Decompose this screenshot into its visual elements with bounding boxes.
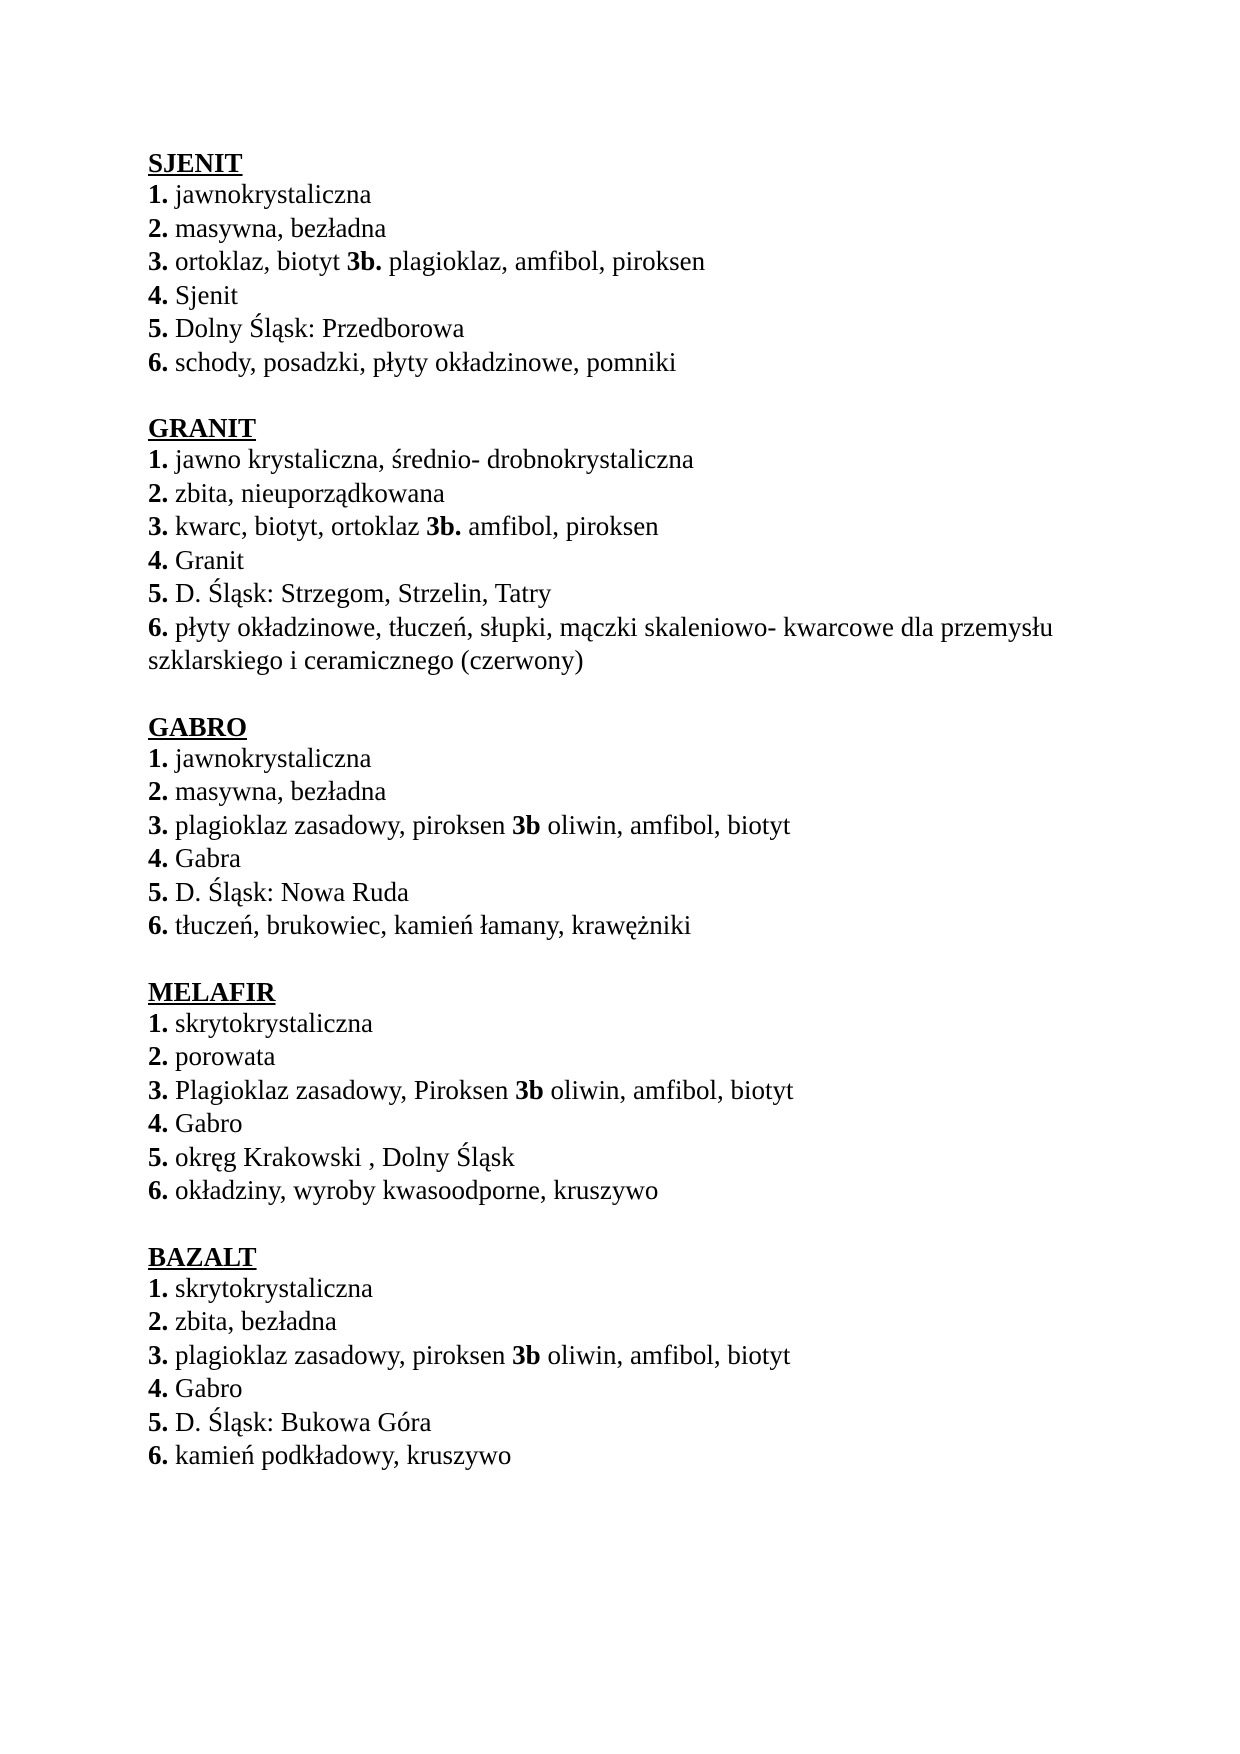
item-number: 6. (148, 611, 169, 642)
item-text: amfibol, piroksen (461, 511, 659, 541)
item-text: Sjenit (168, 279, 239, 310)
item-text: schody, posadzki, płyty okładzinowe, pomniki (168, 346, 677, 377)
list-item (148, 279, 1148, 313)
item-text: plagioklaz zasadowy, piroksen (168, 809, 513, 840)
list-item (148, 178, 1148, 212)
item-subnumber: 3b (515, 1074, 544, 1105)
list-item (148, 1272, 1148, 1306)
item-number: 2. (148, 776, 169, 806)
list-item (148, 544, 1148, 578)
item-number: 1. (148, 1007, 169, 1038)
list-item (148, 1439, 1148, 1473)
section-heading: GABRO (148, 711, 248, 742)
list-item (148, 212, 1148, 246)
item-subnumber: 3b (512, 1339, 541, 1370)
item-text: okręg Krakowski , Dolny Śląsk (168, 1141, 515, 1172)
section-gabro (148, 712, 1148, 943)
item-number: 6. (148, 1175, 169, 1205)
list-item (148, 809, 1148, 843)
item-number: 3. (148, 809, 169, 840)
section-heading: GRANIT (148, 413, 257, 443)
item-text: Gabro (168, 1373, 243, 1403)
list-item (148, 876, 1148, 910)
item-number: 5. (148, 1406, 169, 1437)
item-text: jawnokrystaliczna (168, 742, 372, 773)
item-number: 4. (148, 1108, 169, 1138)
item-subnumber: 3b (512, 809, 541, 840)
item-number: 5. (148, 578, 169, 608)
list-item (148, 477, 1148, 511)
item-number: 5. (148, 1141, 169, 1172)
list-item (148, 312, 1148, 346)
item-text: płyty okładzinowe, tłuczeń, słupki, mączki skaleniowo- kwarcowe dla przemysłu szklarskiego i ceramicznego (czerwony) (148, 611, 1053, 675)
item-number: 6. (148, 346, 169, 377)
list-item (148, 1339, 1148, 1373)
list-item (148, 1007, 1148, 1041)
list-item (148, 1305, 1148, 1339)
item-text: jawno krystaliczna, średnio- drobnokrystaliczna (168, 444, 694, 474)
item-number: 2. (148, 212, 169, 243)
item-subnumber: 3b. (346, 246, 382, 276)
item-number: 3. (148, 1074, 169, 1105)
section-melafir (148, 977, 1148, 1208)
item-text: masywna, bezładna (168, 776, 387, 806)
item-number: 1. (148, 444, 169, 474)
item-text: Granit (168, 544, 244, 575)
section-bazalt (148, 1242, 1148, 1473)
item-text: masywna, bezładna (168, 212, 387, 243)
section-granit (148, 413, 1148, 678)
list-item (148, 346, 1148, 380)
list-item (148, 510, 1148, 544)
list-item (148, 1074, 1148, 1108)
list-item (148, 1406, 1148, 1440)
item-number: 6. (148, 910, 169, 940)
list-item (148, 245, 1148, 279)
item-text: Gabro (168, 1108, 243, 1138)
item-text: Dolny Śląsk: Przedborowa (168, 313, 465, 343)
item-subnumber: 3b. (426, 511, 462, 541)
item-number: 1. (148, 179, 169, 209)
item-text: zbita, nieuporządkowana (168, 477, 445, 508)
item-number: 3. (148, 1339, 169, 1370)
list-item (148, 842, 1148, 876)
item-text: porowata (168, 1041, 276, 1071)
item-text: oliwin, amfibol, biotyt (543, 1074, 794, 1105)
item-text: kwarc, biotyt, ortoklaz (168, 511, 427, 541)
item-text: plagioklaz zasadowy, piroksen (168, 1339, 513, 1370)
item-text: Gabra (168, 843, 241, 873)
list-item (148, 1107, 1148, 1141)
item-number: 4. (148, 1373, 169, 1403)
document-body (148, 148, 1148, 1507)
list-item (148, 1141, 1148, 1175)
list-item (148, 909, 1148, 943)
list-item (148, 742, 1148, 776)
item-number: 2. (148, 477, 169, 508)
item-text: D. Śląsk: Nowa Ruda (168, 876, 409, 907)
item-text: okładziny, wyroby kwasoodporne, kruszywo (168, 1175, 659, 1205)
item-text: ortoklaz, biotyt (168, 246, 347, 276)
list-item (148, 775, 1148, 809)
item-text: Plagioklaz zasadowy, Piroksen (168, 1074, 516, 1105)
list-item (148, 577, 1148, 611)
item-number: 4. (148, 843, 169, 873)
list-item (148, 1040, 1148, 1074)
item-number: 3. (148, 511, 169, 541)
item-text: plagioklaz, amfibol, piroksen (382, 246, 706, 276)
item-number: 2. (148, 1306, 169, 1336)
list-item (148, 1372, 1148, 1406)
item-text: kamień podkładowy, kruszywo (168, 1440, 512, 1470)
item-number: 6. (148, 1440, 169, 1470)
item-number: 5. (148, 876, 169, 907)
item-text: oliwin, amfibol, biotyt (540, 1339, 791, 1370)
section-sjenit (148, 148, 1148, 379)
item-text: skrytokrystaliczna (168, 1272, 373, 1303)
section-heading: BAZALT (148, 1241, 257, 1272)
item-number: 4. (148, 279, 169, 310)
item-number: 1. (148, 742, 169, 773)
item-number: 1. (148, 1272, 169, 1303)
item-text: D. Śląsk: Bukowa Góra (168, 1406, 432, 1437)
list-item (148, 443, 1148, 477)
section-heading: MELAFIR (148, 976, 276, 1007)
item-number: 5. (148, 313, 169, 343)
list-item (148, 611, 1148, 678)
item-number: 3. (148, 246, 169, 276)
item-number: 4. (148, 544, 169, 575)
item-text: oliwin, amfibol, biotyt (540, 809, 791, 840)
item-text: zbita, bezładna (168, 1306, 337, 1336)
item-number: 2. (148, 1041, 169, 1071)
item-text: tłuczeń, brukowiec, kamień łamany, krawężniki (168, 910, 692, 940)
item-text: D. Śląsk: Strzegom, Strzelin, Tatry (168, 578, 552, 608)
section-heading: SJENIT (148, 148, 243, 178)
list-item (148, 1174, 1148, 1208)
item-text: skrytokrystaliczna (168, 1007, 373, 1038)
item-text: jawnokrystaliczna (168, 179, 372, 209)
